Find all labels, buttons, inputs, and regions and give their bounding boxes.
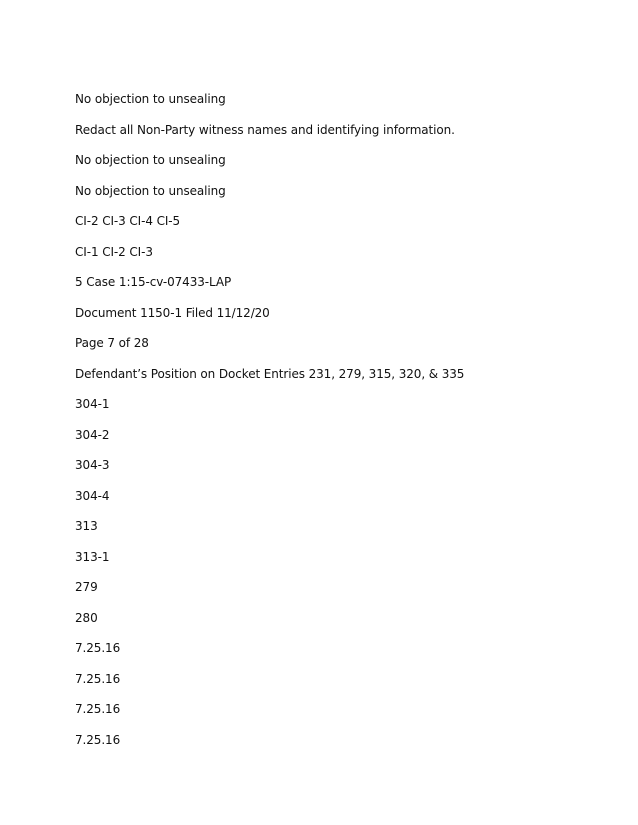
document-text [75,91,615,762]
text-line: Redact all Non-Party witness names and identifying information. [75,122,455,137]
text-line: Document 1150-1 Filed 11/12/20 [75,305,270,320]
text-line: 7.25.16 [75,732,121,747]
text-line: 304-2 [75,427,110,442]
text-line: CI-1 CI-2 CI-3 [75,244,153,259]
text-line: 280 [75,610,98,625]
text-line: No objection to unsealing [75,153,226,167]
text-line: 7.25.16 [75,702,121,716]
text-line: No objection to unsealing [75,92,226,106]
text-line: No objection to unsealing [75,183,226,198]
text-line: 304-1 [75,397,110,411]
text-line: 5 Case 1:15-cv-07433-LAP [75,275,232,289]
text-line: 313-1 [75,549,110,564]
text-line: 313 [75,519,98,533]
text-line: CI-2 CI-3 CI-4 CI-5 [75,214,181,228]
text-line: 7.25.16 [75,641,121,655]
text-line: Defendant’s Position on Docket Entries 231, 279, 315, 320, & 335 [75,366,465,381]
text-line: Page 7 of 28 [75,336,149,350]
text-line: 7.25.16 [75,671,121,686]
text-line: 279 [75,580,98,594]
text-line: 304-3 [75,458,110,472]
text-line: 304-4 [75,488,110,503]
